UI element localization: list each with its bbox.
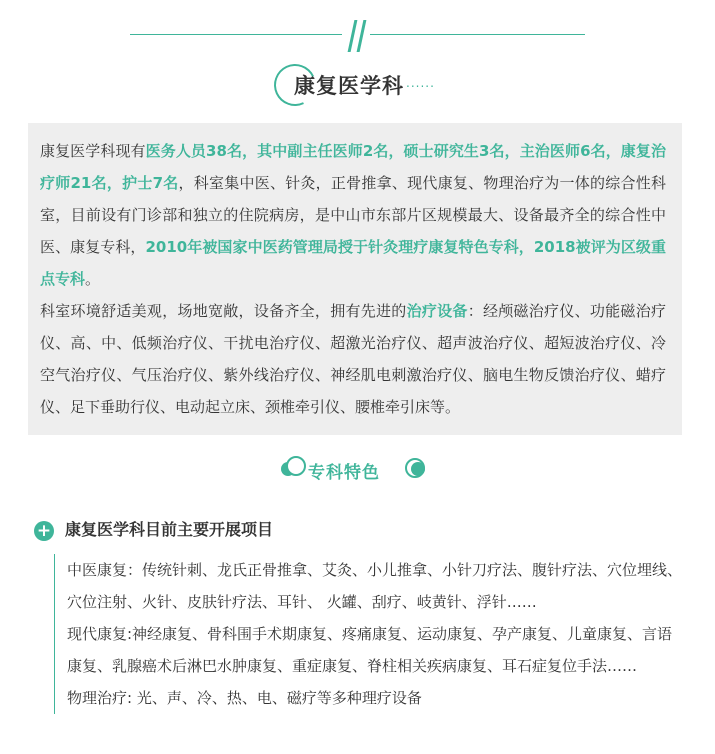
circle-dot-icon [411,462,425,476]
intro-text: 科室环境舒适美观，场地宽敞，设备齐全，拥有先进的 [40,302,407,320]
slash-mark [357,20,367,52]
plus-circle-icon: + [34,521,54,541]
list-item: 现代康复:神经康复、骨科围手术期康复、疼痛康复、运动康复、孕产康复、儿童康复、言语康复、乳腺癌术后淋巴水肿康复、重症康复、脊柱相关疾病康复、耳石症复位手法…… [67,625,673,675]
list-item: 中医康复：传统针刺、龙氏正骨推拿、艾灸、小儿推拿、小针刀疗法、腹针疗法、穴位埋线、穴位注射、火针、皮肤针疗法、耳针、 火罐、刮疗、岐黄针、浮针…… [67,561,683,611]
intro-text: 。 [85,270,101,288]
intro-text: ：经颅磁治疗仪、功能磁治疗仪、高、中、低频治疗仪、干扰电治疗仪、超激光治疗仪、超声波治疗仪、超短波治疗仪、冷空气治疗仪、气压治疗仪、紫外线治疗仪、神经肌电刺激治疗仪、脑电生物反馈治疗仪、蜡疗仪、足下垂助行仪、电动起立床、颈椎牵引仪、腰椎牵引床等。 [40,302,666,416]
intro-paragraph-2 [40,295,666,423]
intro-highlight: 医务人员38名，其中副主任医师2名，硕士研究生3名，主治医师6名，康复治疗师21名，护士7名 [40,142,666,192]
intro-highlight: 治疗设备 [406,302,468,320]
intro-highlight: 2010年被国家中医药管理局授于针灸理疗康复特色专科，2018被评为区级重点专科 [40,238,666,288]
slash-mark [348,20,358,52]
intro-paragraph-1 [40,135,666,295]
feature-title: 专科特色 [308,463,380,483]
projects-title: 康复医学科目前主要开展项目 [65,520,274,539]
intro-text: ，科室集中医、针灸，正骨推拿、现代康复、物理治疗为一体的综合性科室，目前设有门诊部和独立的住院病房，是中山市东部片区规模最大、设备最齐全的综合性中医、康复专科， [40,174,666,256]
list-item: 物理治疗: 光、声、冷、热、电、磁疗等多种理疗设备 [67,689,422,707]
intro-text: 康复医学科现有 [40,142,146,160]
title-dots: ...... [406,76,435,90]
intro-box [28,123,682,435]
feature-section-header [0,456,715,486]
header-decoration [130,18,585,58]
project-list [54,554,684,714]
page-title: 康复医学科 [294,74,404,98]
circle-ring-icon [286,456,306,476]
divider-line-right [370,34,585,35]
divider-line-left [130,34,342,35]
